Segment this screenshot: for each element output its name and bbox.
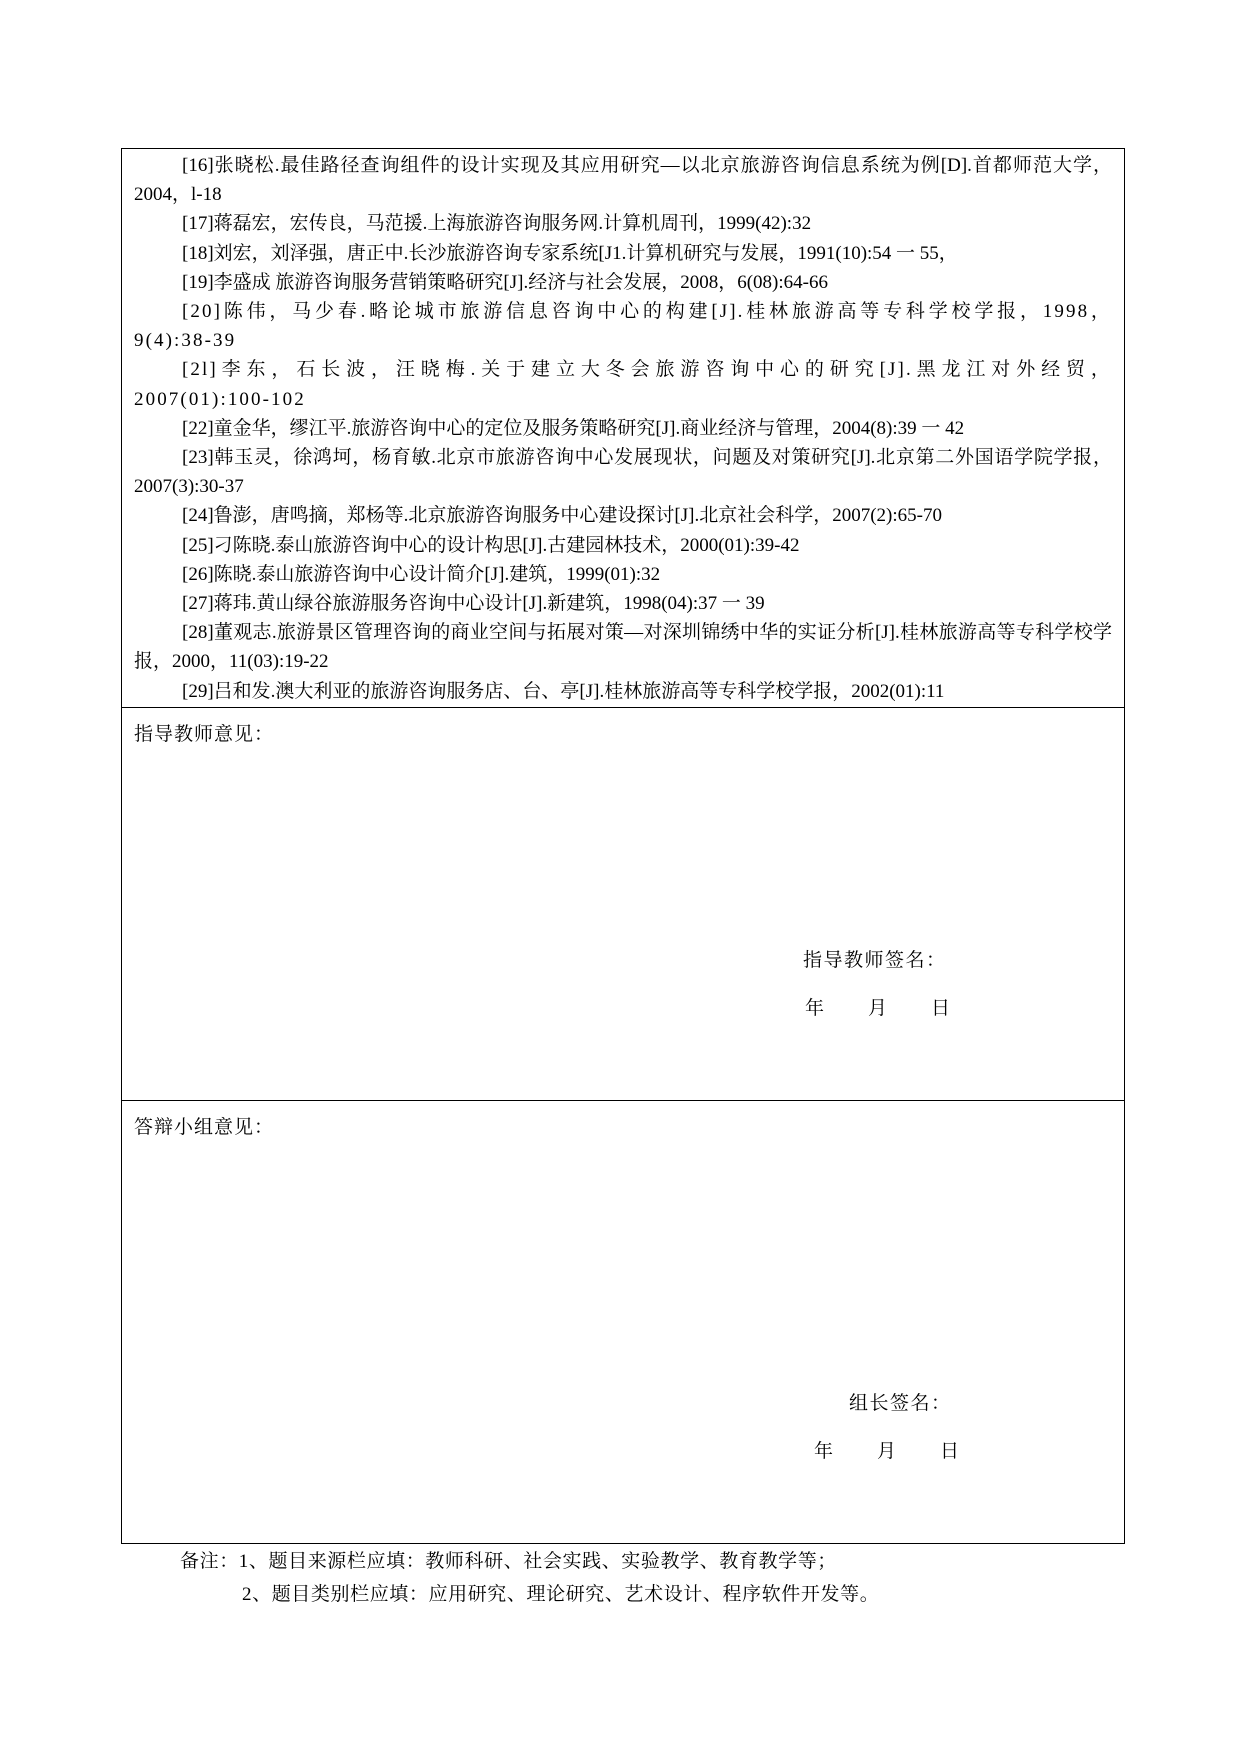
- reference-item: [25]刁陈晓.泰山旅游咨询中心的设计构思[J].古建园林技术，2000(01):39-42: [182, 534, 800, 556]
- reference-item: [27]蒋玮.黄山绿谷旅游服务咨询中心设计[J].新建筑，1998(04):37 一 39: [182, 593, 765, 615]
- advisor-opinion-cell[interactable]: [122, 708, 1124, 1101]
- advisor-date-line: [805, 994, 950, 1024]
- defense-signature-label: 组长签名：: [849, 1393, 952, 1414]
- day-label: 日: [940, 1441, 960, 1462]
- day-label: 日: [931, 998, 951, 1019]
- reference-item: [26]陈晓.泰山旅游咨询中心设计简介[J].建筑，1999(01):32: [182, 563, 661, 585]
- reference-item: [16]张晓松.最佳路径查询组件的设计实现及其应用研究—以北京旅游咨询信息系统为例[D].首都师范大学，2004，l-18: [134, 155, 1112, 206]
- reference-item: [2l]李东，石长波，汪晓梅.关于建立大冬会旅游咨询中心的研究[J].黑龙江对外经贸，2007(01):100-102: [134, 359, 1112, 410]
- defense-date-line: [814, 1437, 959, 1467]
- month-label: 月: [868, 998, 888, 1019]
- form-table: [121, 148, 1125, 1544]
- notes: [180, 1545, 879, 1611]
- reference-item: [24]鲁澎，唐鸣摘，郑杨等.北京旅游咨询服务中心建设探讨[J].北京社会科学，2007(2):65-70: [182, 505, 942, 527]
- reference-item: [29]吕和发.澳大利亚的旅游咨询服务店、台、亭[J].桂林旅游高等专科学校学报，2002(01):11: [182, 680, 945, 702]
- advisor-signature-label: 指导教师签名：: [803, 950, 947, 971]
- year-label: 年: [814, 1441, 834, 1462]
- references-cell: [122, 149, 1124, 708]
- defense-opinion-cell[interactable]: [122, 1101, 1124, 1543]
- reference-item: [22]童金华，缪江平.旅游咨询中心的定位及服务策略研究[J].商业经济与管理，2004(8):39 一 42: [182, 417, 965, 439]
- reference-item: [28]董观志.旅游景区管理咨询的商业空间与拓展对策—对深圳锦绣中华的实证分析[J].桂林旅游高等专科学校学报，2000，11(03):19-22: [134, 622, 1112, 673]
- reference-item: [20]陈伟，马少春.略论城市旅游信息咨询中心的构建[J].桂林旅游高等专科学校学报，1998，9(4):38-39: [134, 301, 1112, 352]
- reference-item: [17]蒋磊宏，宏传良，马范援.上海旅游咨询服务网.计算机周刊，1999(42):32: [182, 213, 812, 235]
- defense-opinion-label: 答辩小组意见：: [134, 1117, 275, 1138]
- note-line: 2、题目类别栏应填：应用研究、理论研究、艺术设计、程序软件开发等。: [242, 1584, 880, 1605]
- note-line: 备注：1、题目来源栏应填：教师科研、社会实践、实验教学、教育教学等；: [180, 1551, 837, 1572]
- month-label: 月: [877, 1441, 897, 1462]
- reference-item: [19]李盛成 旅游咨询服务营销策略研究[J].经济与社会发展，2008，6(08):64-66: [182, 271, 828, 293]
- advisor-opinion-label: 指导教师意见：: [134, 724, 275, 745]
- reference-item: [23]韩玉灵，徐鸿坷，杨育敏.北京市旅游咨询中心发展现状，问题及对策研究[J].北京第二外国语学院学报，2007(3):30-37: [134, 447, 1112, 498]
- reference-item: [18]刘宏，刘泽强，唐正中.长沙旅游咨询专家系统[J1.计算机研究与发展，1991(10):54 一 55，: [182, 242, 958, 264]
- year-label: 年: [805, 998, 825, 1019]
